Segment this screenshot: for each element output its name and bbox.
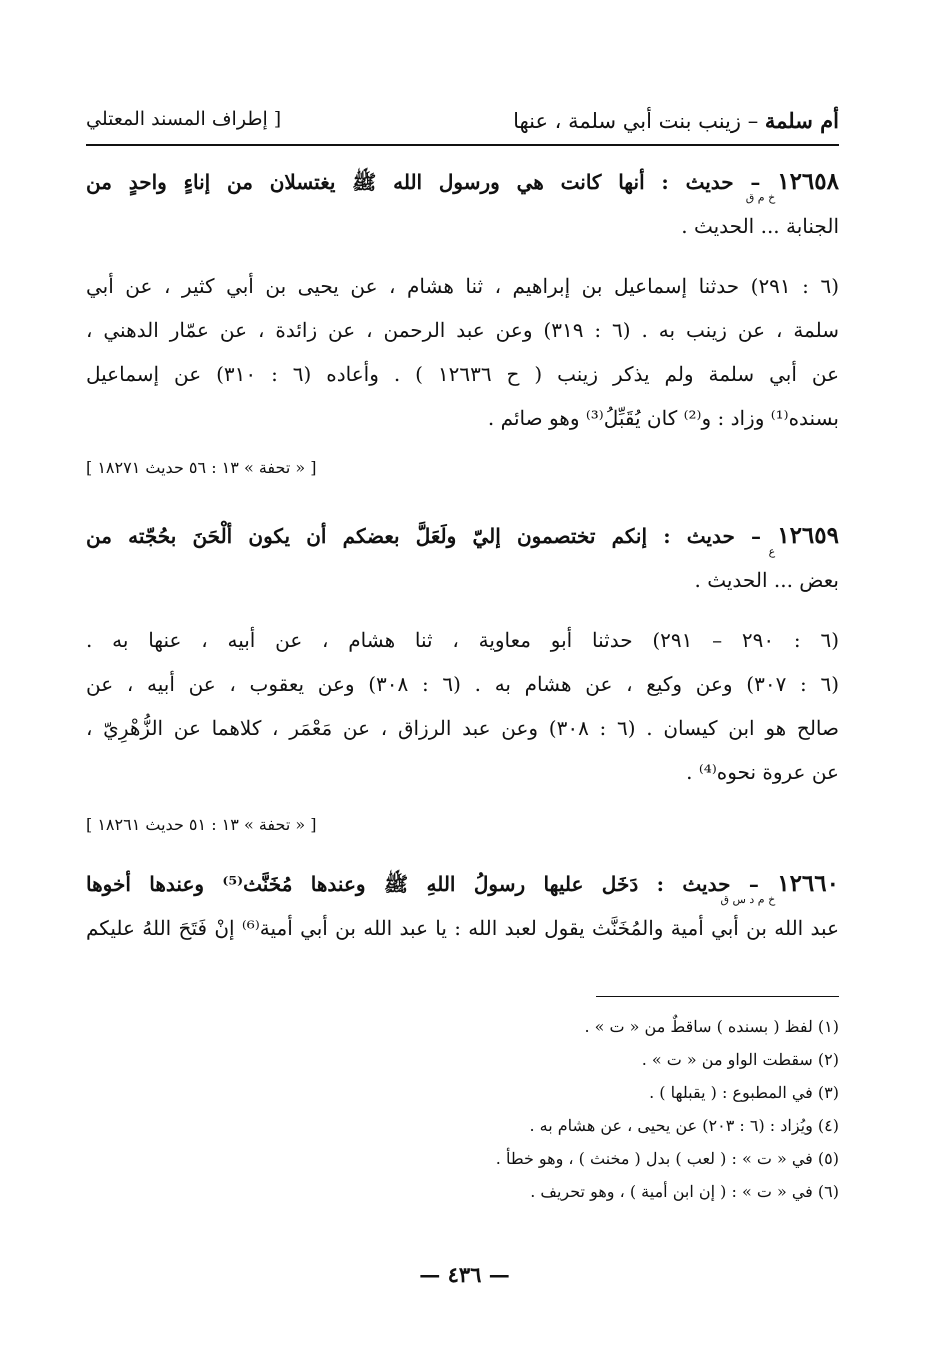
hadith-matn-line: بعض ... الحديث . bbox=[694, 568, 839, 592]
hadith-matn-line: الجنابة ... الحديث . bbox=[681, 214, 839, 238]
sigla: ع bbox=[768, 545, 776, 558]
footnote: (٣) في المطبوع : ( يقبلها ) . bbox=[649, 1083, 839, 1102]
header-book-title: [ إطراف المسند المعتلي bbox=[86, 108, 282, 130]
hadith-matn-line bbox=[86, 514, 839, 558]
hadith-text: – حديث : أنها كانت هي ورسول الله ﷺ يغتسلان من إناءٍ واحدٍ من خ م ق bbox=[86, 170, 778, 204]
footnote: (٦) في « ت » : ( إن ابن أمية ) ، وهو تحريف . bbox=[530, 1182, 839, 1201]
footnote: (٢) سقطت الواو من « ت » . bbox=[641, 1050, 839, 1069]
hadith-number: ١٢٦٦٠ bbox=[777, 870, 839, 897]
footnote-separator bbox=[596, 996, 839, 997]
running-header bbox=[86, 104, 839, 146]
isnad-line: (٦ : ٢٩٠ – ٢٩١) حدثنا أبو معاوية ، ثنا هشام ، عن أبيه ، عنها به . bbox=[86, 628, 839, 652]
hadith-text: – حديث : إنكم تختصمون إليّ ولَعَلَّ بعضكم أن يكون ألْحَنَ بحُجّته من ع bbox=[86, 524, 778, 558]
footnote: (٤) ويُزاد : (٦ : ٢٠٣) عن يحيى ، عن هشام به . bbox=[529, 1116, 839, 1135]
isnad-line: (٦ : ٢٩١) حدثنا إسماعيل بن إبراهيم ، ثنا هشام ، عن يحيى بن أبي كثير ، عن أبي bbox=[86, 274, 839, 298]
hadith-matn-line: عبد الله بن أبي أمية والمُخَنَّث يقول لعبد الله : يا عبد الله بن أبي أمية⁽⁶⁾ إنْ فَتَحَ اللهُ عليكم bbox=[86, 916, 840, 940]
page-number: — ٤٣٦ — bbox=[419, 1262, 510, 1287]
isnad-line: سلمة ، عن زينب به . (٦ : ٣١٩) وعن عبد الرحمن ، عن زائدة ، عن عمّار الدهني ، bbox=[86, 318, 839, 342]
isnad-line: بسنده⁽¹⁾ وزاد : و⁽²⁾ كان يُقَبِّلُ⁽³⁾ وهو صائم . bbox=[487, 406, 839, 430]
hadith-text: – حديث : دَخَل عليها رسولُ اللهِ ﷺ وعندها مُخَنَّث⁽⁵⁾ وعندها أخوها خ م د س ق bbox=[86, 872, 778, 906]
hadith-entry bbox=[86, 514, 839, 602]
hadith-number: ١٢٦٥٨ bbox=[777, 168, 839, 195]
tuhfa-reference: [ « تحفة » ١٣ : ٥٦ حديث ١٨٢٧١ ] bbox=[86, 458, 317, 477]
hadith-matn-line bbox=[86, 160, 839, 204]
header-title: أم سلمة – زينب بنت أبي سلمة ، عنها bbox=[513, 108, 839, 133]
isnad-line: (٦ : ٣٠٧) وعن وكيع ، عن هشام به . (٦ : ٣٠٨) وعن يعقوب ، عن أبيه ، عن bbox=[86, 672, 840, 696]
hadith-matn-line bbox=[86, 862, 839, 906]
footnote: (٥) في « ت » : ( لعب ) بدل ( مخنث ) ، وهو خطأ . bbox=[495, 1149, 839, 1168]
sigla: خ م د س ق bbox=[720, 893, 776, 906]
tuhfa-reference: [ « تحفة » ١٣ : ٥١ حديث ١٨٢٦١ ] bbox=[86, 815, 317, 834]
isnad-paragraph bbox=[86, 264, 839, 440]
footnote: (١) لفظ ( بسنده ) ساقطٌ من « ت » . bbox=[584, 1017, 839, 1036]
isnad-line: عن عروة نحوه⁽⁴⁾ . bbox=[686, 760, 839, 784]
footnotes bbox=[339, 1010, 839, 1208]
hadith-entry bbox=[86, 862, 839, 950]
isnad-paragraph bbox=[86, 618, 839, 794]
hadith-number: ١٢٦٥٩ bbox=[777, 522, 839, 549]
isnad-line: عن أبي سلمة ولم يذكر زينب ( ح ١٢٦٣٦ ) . وأعاده (٦ : ٣١٠) عن إسماعيل bbox=[86, 362, 839, 386]
isnad-line: صالح هو ابن كيسان . (٦ : ٣٠٨) وعن عبد الرزاق ، عن مَعْمَر ، كلاهما عن الزُّهْرِيّ ، bbox=[86, 716, 839, 740]
sigla: خ م ق bbox=[745, 191, 776, 204]
hadith-entry bbox=[86, 160, 839, 248]
